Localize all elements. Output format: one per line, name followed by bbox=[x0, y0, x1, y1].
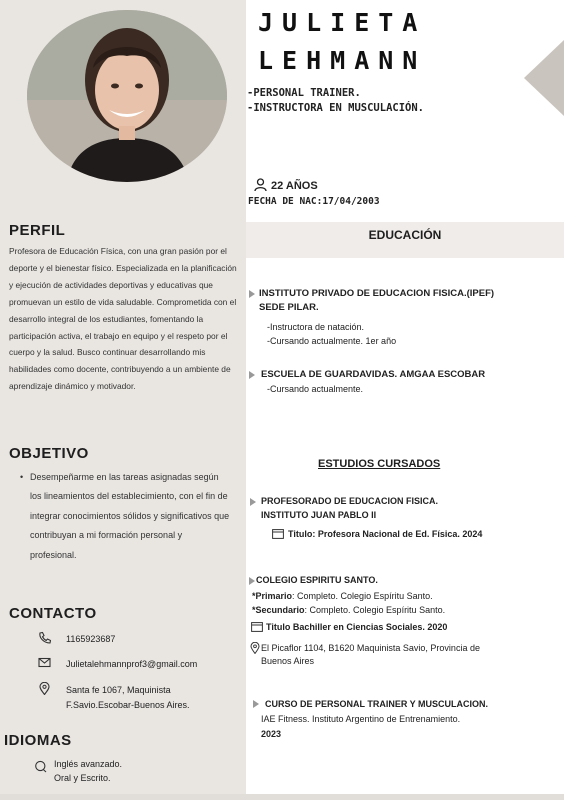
edu-ipef-detail1: -Instructora de natación. bbox=[267, 322, 365, 332]
estudio-profesorado-titulo: Titulo: Profesora Nacional de Ed. Física. 2024 bbox=[288, 529, 483, 539]
age-text: 22 AÑOS bbox=[271, 180, 318, 192]
estudio-colegio-titulo-row bbox=[251, 620, 447, 636]
direccion-line2: Buenos Aires bbox=[261, 656, 315, 666]
bullet-triangle-icon bbox=[250, 498, 256, 506]
chat-bubble-icon bbox=[34, 760, 47, 773]
objetivo-text: Desempeñarme en las tareas asignadas según los lineamientos del establecimiento, con el fin de integrar conocimientos sólidos y significativos que contribuyan a mi formación personal y profesional. bbox=[30, 472, 230, 560]
secundario-label: *Secundario bbox=[252, 604, 305, 615]
perfil-heading: PERFIL bbox=[9, 222, 66, 239]
address-line1: Santa fe 1067, Maquinista bbox=[66, 685, 171, 695]
idioma-line1: Inglés avanzado. bbox=[54, 759, 123, 769]
role-personal-trainer: -PERSONAL TRAINER. bbox=[247, 87, 361, 99]
role-instructora: -INSTRUCTORA EN MUSCULACIÓN. bbox=[247, 102, 425, 114]
estudios-heading: ESTUDIOS CURSADOS bbox=[318, 458, 441, 470]
profile-photo-illustration bbox=[27, 10, 227, 182]
estudio-curso-year: 2023 bbox=[261, 729, 282, 739]
date-of-birth: FECHA DE NAC:17/04/2003 bbox=[248, 196, 380, 207]
estudio-profesorado-line2: INSTITUTO JUAN PABLO II bbox=[261, 510, 377, 520]
phone-number: 1165923687 bbox=[66, 634, 116, 644]
bullet-triangle-icon bbox=[253, 700, 259, 708]
perfil-text: Profesora de Educación Física, con una gran pasión por el deporte y el bienestar físico. Especializada en la planificación y ejecución de actividades deportivas y educativas que promuevan un estilo de vida saludable. Comprometida con el desarrollo integral de los estudiantes, fomentando la participación activa, el trabajo en equipo y el respeto por el cuerpo y la salud. Busco continuar desarrollando mis habilidades como docente, contribuyendo a un ambiente de aprendizaje dinámico y motivador. bbox=[9, 246, 237, 392]
roles bbox=[247, 86, 424, 116]
direccion-line1: El Picaflor 1104, B1620 Maquinista Savio, Provincia de bbox=[261, 643, 480, 653]
email-address: Julietalehmannprof3@gmail.com bbox=[66, 659, 198, 669]
location-pin-icon bbox=[38, 682, 51, 695]
estudio-colegio-direccion bbox=[250, 642, 480, 668]
bullet-icon: • bbox=[20, 472, 24, 482]
idioma-line2: Oral y Escrito. bbox=[54, 773, 111, 783]
objetivo-heading: OBJETIVO bbox=[9, 445, 89, 462]
nivel-primario bbox=[252, 590, 445, 604]
idiomas-heading: IDIOMAS bbox=[4, 732, 72, 749]
primario-text: : Completo. Colegio Espíritu Santo. bbox=[292, 591, 433, 601]
estudio-colegio-line1: COLEGIO ESPIRITU SANTO. bbox=[256, 575, 378, 585]
edu-ipef-line2: SEDE PILAR. bbox=[259, 302, 319, 313]
diploma-icon bbox=[272, 529, 284, 543]
objetivo-item bbox=[20, 468, 230, 565]
primario-label: *Primario bbox=[252, 591, 293, 601]
age-row bbox=[254, 178, 318, 194]
edu-entry-ipef bbox=[259, 287, 494, 315]
bullet-triangle-icon bbox=[249, 371, 255, 379]
profile-photo bbox=[27, 10, 227, 182]
educacion-heading: EDUCACIÓN bbox=[368, 228, 442, 242]
bullet-triangle-icon bbox=[249, 577, 255, 585]
name-last: LEHMANN bbox=[258, 46, 427, 75]
secundario-text: : Completo. Colegio Espíritu Santo. bbox=[304, 604, 446, 615]
location-pin-icon bbox=[250, 642, 260, 658]
edu-ipef-details bbox=[267, 320, 396, 348]
contacto-heading: CONTACTO bbox=[9, 605, 97, 622]
estudio-colegio bbox=[256, 573, 378, 587]
person-icon bbox=[254, 178, 267, 194]
estudio-profesorado-titulo-row bbox=[272, 527, 482, 543]
edu-entry-guardavidas bbox=[261, 368, 485, 382]
estudio-profesorado bbox=[261, 494, 438, 522]
name-first: JULIETA bbox=[258, 8, 427, 37]
estudio-colegio-niveles bbox=[252, 590, 445, 617]
bottom-border bbox=[0, 794, 564, 800]
estudio-curso bbox=[265, 697, 488, 711]
edu-ipef-line1: INSTITUTO PRIVADO DE EDUCACION FISICA.(IPEF) bbox=[259, 288, 495, 299]
estudio-curso-detalle bbox=[261, 712, 460, 742]
phone-icon bbox=[38, 631, 51, 644]
diploma-icon bbox=[251, 622, 263, 636]
nivel-secundario bbox=[252, 604, 445, 618]
edu-guardavidas-detail: -Cursando actualmente. bbox=[267, 384, 364, 394]
bullet-triangle-icon bbox=[249, 290, 255, 298]
estudio-curso-line1: CURSO DE PERSONAL TRAINER Y MUSCULACION. bbox=[265, 699, 489, 709]
email-icon bbox=[38, 656, 51, 669]
estudio-curso-line2: IAE Fitness. Instituto Argentino de Entrenamiento. bbox=[261, 714, 461, 724]
address-line2: F.Savio.Escobar-Buenos Aires. bbox=[66, 700, 190, 710]
edu-guardavidas-line1: ESCUELA DE GUARDAVIDAS. AMGAA ESCOBAR bbox=[261, 369, 486, 380]
edu-ipef-detail2: -Cursando actualmente. 1er año bbox=[267, 336, 397, 346]
estudio-colegio-titulo: Titulo Bachiller en Ciencias Sociales. 2020 bbox=[266, 622, 448, 632]
decorative-triangle bbox=[524, 40, 564, 116]
estudio-profesorado-line1: PROFESORADO DE EDUCACION FISICA. bbox=[261, 496, 439, 506]
